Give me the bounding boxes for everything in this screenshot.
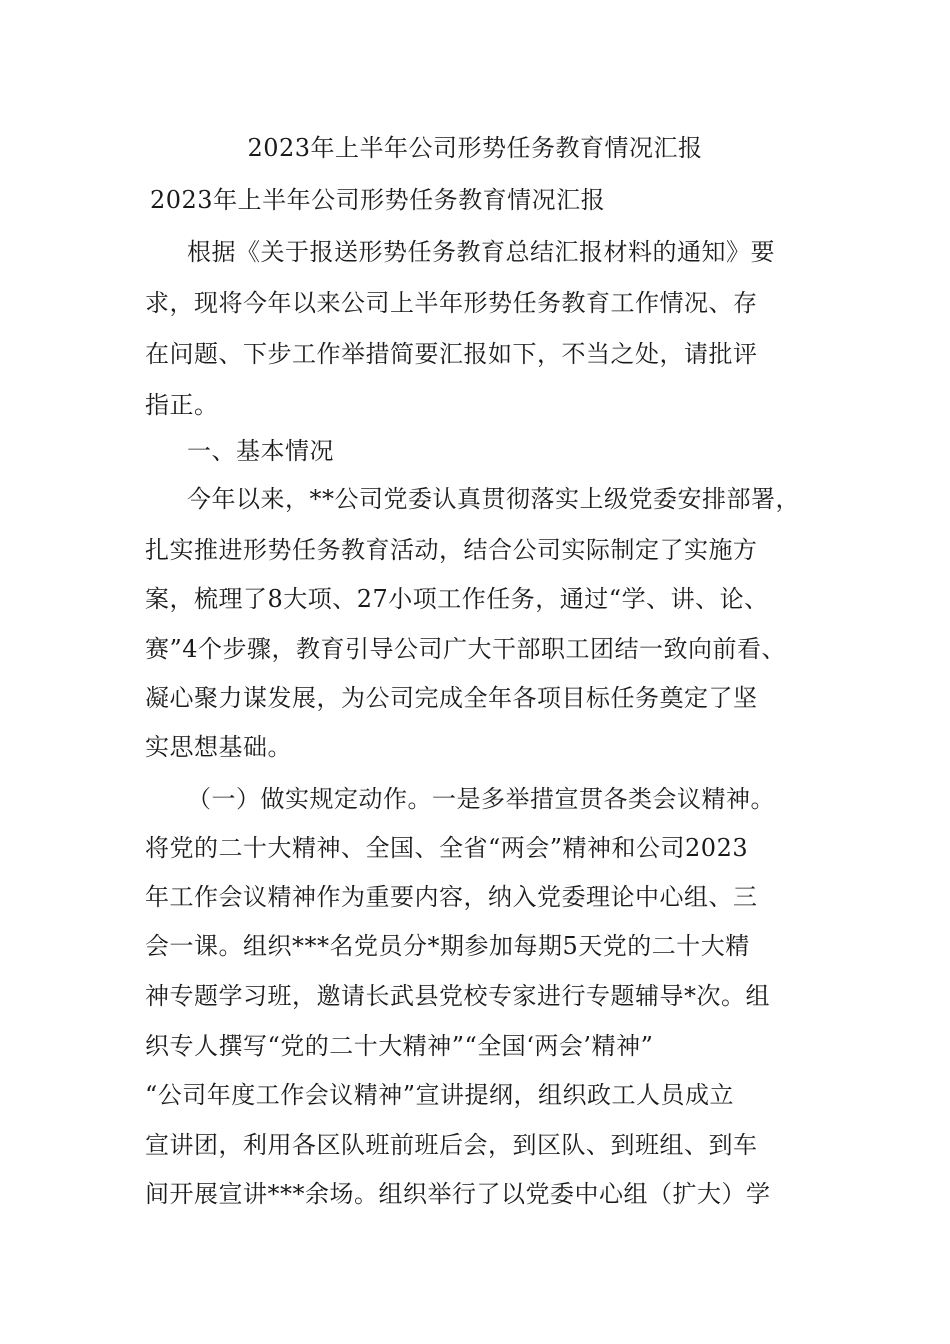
paragraph-line: 实思想基础。 [145, 733, 292, 761]
paragraph-line: （一）做实规定动作。一是多举措宣贯各类会议精神。 [187, 785, 775, 813]
paragraph-line: 今年以来，**公司党委认真贯彻落实上级党委安排部署， [187, 485, 800, 513]
paragraph-line: 指正。 [145, 391, 219, 419]
paragraph-line: 案，梳理了8大项、27小项工作任务，通过“学、讲、论、 [145, 585, 769, 613]
paragraph-line: 宣讲团，利用各区队班前班后会，到区队、到班组、到车 [145, 1131, 758, 1159]
paragraph-line: 年工作会议精神作为重要内容，纳入党委理论中心组、三 [145, 883, 758, 911]
paragraph-line: “公司年度工作会议精神”宣讲提纲，组织政工人员成立 [145, 1081, 735, 1109]
paragraph-line: 在问题、下步工作举措简要汇报如下，不当之处，请批评 [145, 340, 758, 368]
page-title: 2023年上半年公司形势任务教育情况汇报 [247, 134, 703, 162]
section-heading: 一、基本情况 [187, 437, 334, 465]
paragraph-line: 赛”4个步骤，教育引导公司广大干部职工团结一致向前看、 [145, 635, 787, 663]
paragraph-line: 间开展宣讲***余场。组织举行了以党委中心组（扩大）学 [145, 1180, 771, 1208]
paragraph-line: 凝心聚力谋发展，为公司完成全年各项目标任务奠定了坚 [145, 684, 758, 712]
paragraph-line: 将党的二十大精神、全国、全省“两会”精神和公司2023 [145, 834, 749, 862]
paragraph-line: 织专人撰写“党的二十大精神”“全国‘两会’精神” [145, 1032, 654, 1060]
paragraph-line: 扎实推进形势任务教育活动，结合公司实际制定了实施方 [145, 536, 758, 564]
paragraph-line: 求，现将今年以来公司上半年形势任务教育工作情况、存 [145, 289, 758, 317]
paragraph-line: 根据《关于报送形势任务教育总结汇报材料的通知》要 [187, 238, 775, 266]
document-subtitle: 2023年上半年公司形势任务教育情况汇报 [150, 186, 606, 214]
paragraph-line: 会一课。组织***名党员分*期参加每期5天党的二十大精 [145, 932, 750, 960]
paragraph-line: 神专题学习班，邀请长武县党校专家进行专题辅导*次。组 [145, 982, 770, 1010]
